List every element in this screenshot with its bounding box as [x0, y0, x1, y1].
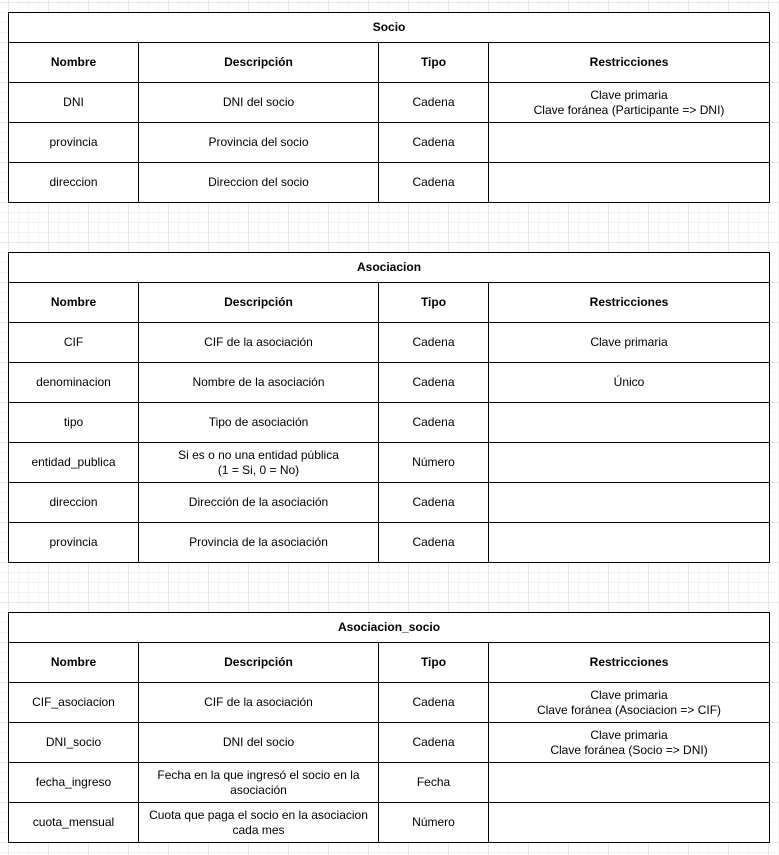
- table-row: [9, 803, 770, 843]
- cell-restricciones: [489, 163, 770, 203]
- column-header-nombre: Nombre: [9, 283, 139, 323]
- table-row: [9, 443, 770, 483]
- cell-restricciones: [489, 483, 770, 523]
- table-row: [9, 523, 770, 563]
- descripcion-line: Si es o no una entidad pública: [178, 447, 339, 462]
- cell-nombre: denominacion: [9, 363, 139, 403]
- entity-table-socio: [8, 12, 770, 203]
- cell-tipo: Cadena: [379, 323, 489, 363]
- restriccion-line: Clave primaria: [590, 87, 668, 102]
- table-row: [9, 763, 770, 803]
- cell-restricciones: [489, 723, 770, 763]
- column-header-row: [9, 643, 770, 683]
- cell-nombre: provincia: [9, 123, 139, 163]
- descripcion-line: Cuota que paga el socio en la asociacion: [149, 807, 368, 822]
- descripcion-line: CIF de la asociación: [204, 335, 313, 349]
- cell-descripcion: [139, 163, 379, 203]
- entity-table-asociacion-socio: [8, 612, 770, 843]
- cell-tipo: Número: [379, 803, 489, 843]
- cell-descripcion: [139, 763, 379, 803]
- table-title: Asociacion_socio: [9, 613, 770, 643]
- table-row: [9, 723, 770, 763]
- cell-tipo: Cadena: [379, 163, 489, 203]
- table-row: [9, 83, 770, 123]
- cell-restricciones: [489, 403, 770, 443]
- restriccion-line: Único: [613, 375, 645, 389]
- cell-nombre: tipo: [9, 403, 139, 443]
- cell-descripcion: [139, 723, 379, 763]
- descripcion-line: Tipo de asociación: [208, 415, 309, 429]
- table-row: [9, 163, 770, 203]
- cell-descripcion: [139, 803, 379, 843]
- column-header-restricciones: Restricciones: [489, 43, 770, 83]
- restriccion-line: Clave foránea (Socio => DNI): [550, 742, 708, 757]
- descripcion-line: Provincia del socio: [208, 135, 309, 149]
- cell-nombre: DNI_socio: [9, 723, 139, 763]
- restriccion-line: Clave foránea (Participante => DNI): [533, 102, 725, 117]
- table-row: [9, 123, 770, 163]
- cell-tipo: Cadena: [379, 403, 489, 443]
- descripcion-line: Nombre de la asociación: [192, 375, 325, 389]
- column-header-restricciones: Restricciones: [489, 643, 770, 683]
- column-header-descripcion: Descripción: [139, 283, 379, 323]
- cell-restricciones: [489, 323, 770, 363]
- cell-nombre: provincia: [9, 523, 139, 563]
- cell-descripcion: [139, 483, 379, 523]
- descripcion-line: Fecha en la que ingresó el socio en la: [157, 767, 360, 782]
- cell-restricciones: [489, 443, 770, 483]
- column-header-restricciones: Restricciones: [489, 283, 770, 323]
- cell-restricciones: [489, 803, 770, 843]
- cell-descripcion: [139, 683, 379, 723]
- table-title-row: [9, 253, 770, 283]
- restriccion-line: Clave primaria: [590, 727, 668, 742]
- table-row: [9, 683, 770, 723]
- table-row: [9, 403, 770, 443]
- descripcion-line: Dirección de la asociación: [188, 495, 329, 509]
- cell-tipo: Fecha: [379, 763, 489, 803]
- column-header-row: [9, 43, 770, 83]
- cell-descripcion: [139, 443, 379, 483]
- cell-tipo: Cadena: [379, 523, 489, 563]
- column-header-nombre: Nombre: [9, 643, 139, 683]
- descripcion-line: (1 = Si, 0 = No): [217, 462, 300, 477]
- table-title: Asociacion: [9, 253, 770, 283]
- descripcion-line: cada mes: [232, 822, 285, 837]
- cell-descripcion: [139, 363, 379, 403]
- cell-tipo: Número: [379, 443, 489, 483]
- cell-descripcion: [139, 123, 379, 163]
- entity-table-asociacion: [8, 252, 770, 563]
- descripcion-line: Provincia de la asociación: [189, 535, 328, 549]
- cell-restricciones: [489, 683, 770, 723]
- column-header-row: [9, 283, 770, 323]
- cell-nombre: CIF_asociacion: [9, 683, 139, 723]
- cell-tipo: Cadena: [379, 723, 489, 763]
- descripcion-line: DNI del socio: [222, 95, 295, 109]
- cell-descripcion: [139, 323, 379, 363]
- cell-restricciones: [489, 523, 770, 563]
- cell-tipo: Cadena: [379, 483, 489, 523]
- cell-restricciones: [489, 123, 770, 163]
- table-row: [9, 323, 770, 363]
- cell-nombre: fecha_ingreso: [9, 763, 139, 803]
- cell-descripcion: [139, 523, 379, 563]
- cell-tipo: Cadena: [379, 123, 489, 163]
- cell-nombre: direccion: [9, 163, 139, 203]
- cell-nombre: entidad_publica: [9, 443, 139, 483]
- cell-restricciones: [489, 763, 770, 803]
- cell-tipo: Cadena: [379, 363, 489, 403]
- cell-nombre: CIF: [9, 323, 139, 363]
- table-row: [9, 363, 770, 403]
- table-title-row: [9, 613, 770, 643]
- cell-tipo: Cadena: [379, 83, 489, 123]
- restriccion-line: Clave primaria: [590, 335, 668, 349]
- descripcion-line: DNI del socio: [222, 735, 295, 749]
- table-title-row: [9, 13, 770, 43]
- column-header-descripcion: Descripción: [139, 643, 379, 683]
- cell-restricciones: [489, 363, 770, 403]
- cell-nombre: DNI: [9, 83, 139, 123]
- cell-restricciones: [489, 83, 770, 123]
- cell-tipo: Cadena: [379, 683, 489, 723]
- cell-descripcion: [139, 83, 379, 123]
- restriccion-line: Clave primaria: [590, 687, 668, 702]
- column-header-nombre: Nombre: [9, 43, 139, 83]
- cell-nombre: direccion: [9, 483, 139, 523]
- descripcion-line: asociación: [230, 782, 287, 797]
- column-header-tipo: Tipo: [379, 283, 489, 323]
- descripcion-line: CIF de la asociación: [204, 695, 313, 709]
- column-header-descripcion: Descripción: [139, 43, 379, 83]
- column-header-tipo: Tipo: [379, 643, 489, 683]
- descripcion-line: Direccion del socio: [208, 175, 309, 189]
- table-row: [9, 483, 770, 523]
- table-title: Socio: [9, 13, 770, 43]
- column-header-tipo: Tipo: [379, 43, 489, 83]
- cell-descripcion: [139, 403, 379, 443]
- restriccion-line: Clave foránea (Asociacion => CIF): [536, 702, 722, 717]
- cell-nombre: cuota_mensual: [9, 803, 139, 843]
